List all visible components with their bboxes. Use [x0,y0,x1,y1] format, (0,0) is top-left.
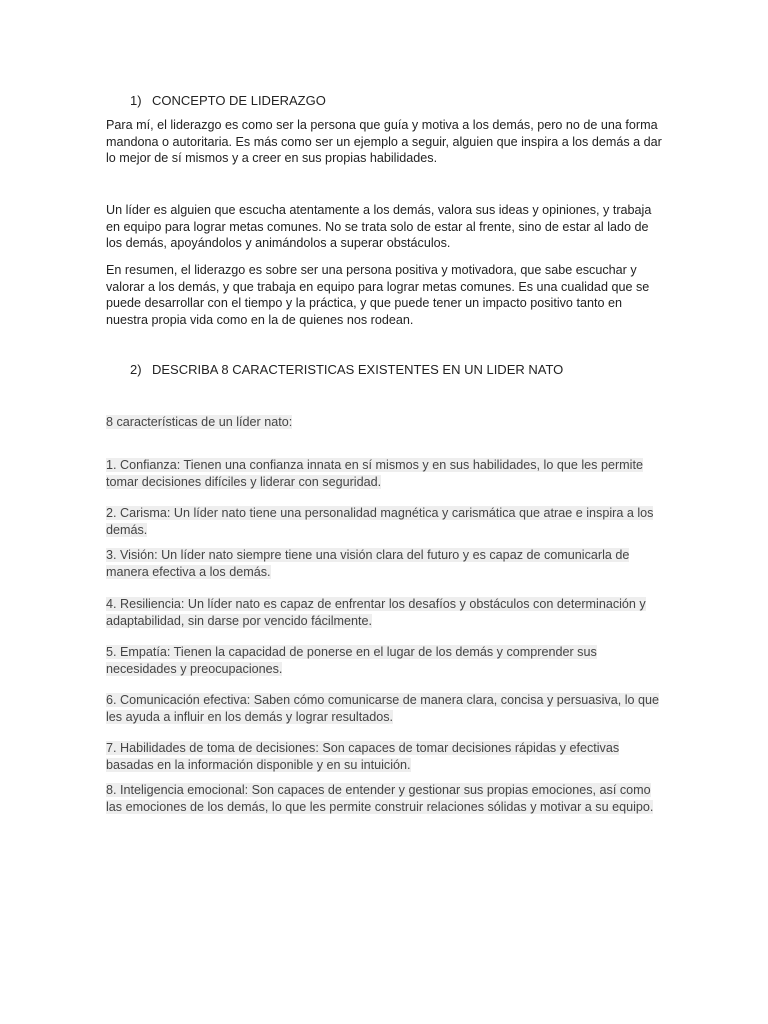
section-1-title: CONCEPTO DE LIDERAZGO [152,93,326,108]
section-2-title: DESCRIBA 8 CARACTERISTICAS EXISTENTES EN UN LIDER NATO [152,362,564,377]
section-1-number: 1) [130,93,142,108]
characteristic-item-7: 7. Habilidades de toma de decisiones: Son capaces de tomar decisiones rápidas y efectivas basadas en la información disponible y en su intuición. [106,741,620,772]
characteristic-item-2: 2. Carisma: Un líder nato tiene una personalidad magnética y carismática que atrae e inspira a los demás. [106,506,654,537]
section-2-heading [130,361,563,378]
section-1-paragraph-2: Un líder es alguien que escucha atentamente a los demás, valora sus ideas y opiniones, y trabaja en equipo para lograr metas comunes. No se trata solo de estar al frente, sino de estar al lado de los demás, apoyándolos y animándolos a superar obstáculos. [106,203,652,250]
section-1-heading [130,92,326,109]
section-1-paragraph-3: En resumen, el liderazgo es sobre ser una persona positiva y motivadora, que sabe escuchar y valorar a los demás, y que trabaja en equipo para lograr metas comunes. Es una cualidad que se puede desarrollar con el tiempo y la práctica, y que puede tener un impacto positivo tanto en nuestra propia vida como en la de quienes nos rodean. [106,263,650,327]
characteristic-item-3: 3. Visión: Un líder nato siempre tiene una visión clara del futuro y es capaz de comunicarla de manera efectiva a los demás. [106,548,630,579]
characteristic-item-5: 5. Empatía: Tienen la capacidad de ponerse en el lugar de los demás y comprender sus necesidades y preocupaciones. [106,645,597,676]
characteristic-item-1: 1. Confianza: Tienen una confianza innata en sí mismos y en sus habilidades, lo que les permite tomar decisiones difíciles y liderar con seguridad. [106,458,643,489]
section-2-number: 2) [130,362,142,377]
characteristic-item-6: 6. Comunicación efectiva: Saben cómo comunicarse de manera clara, concisa y persuasiva, lo que les ayuda a influir en los demás y lograr resultados. [106,693,660,724]
characteristic-item-4: 4. Resiliencia: Un líder nato es capaz de enfrentar los desafíos y obstáculos con determinación y adaptabilidad, sin darse por vencido fácilmente. [106,597,646,628]
section-1-paragraph-1: Para mí, el liderazgo es como ser la persona que guía y motiva a los demás, pero no de una forma mandona o autoritaria. Es más como ser un ejemplo a seguir, alguien que inspira a los demás a dar lo mejor de sí mismos y a creer en sus propias habilidades. [106,118,662,165]
characteristic-item-8: 8. Inteligencia emocional: Son capaces de entender y gestionar sus propias emociones, así como las emociones de los demás, lo que les permite construir relaciones sólidas y motivar a su equipo. [106,783,654,814]
characteristics-intro: 8 características de un líder nato: [106,415,293,429]
